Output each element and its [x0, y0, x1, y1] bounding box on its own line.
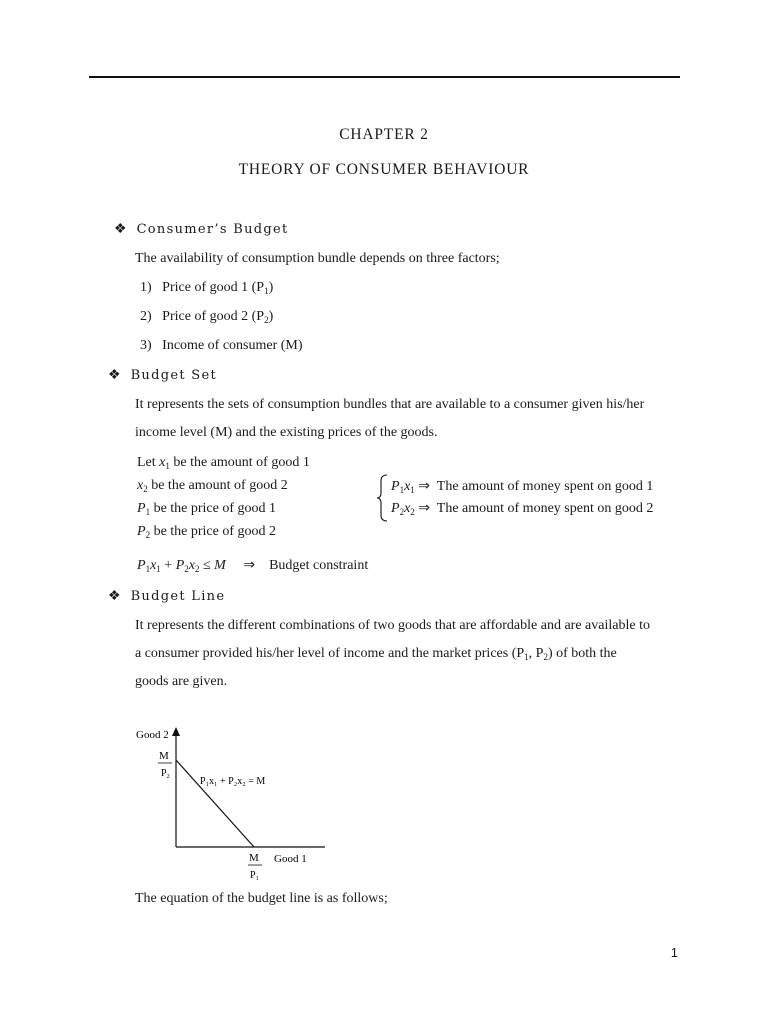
factor-list-item: 2) Price of good 2 $(P_2)$: [140, 309, 274, 325]
chapter-number: CHAPTER 2: [339, 126, 429, 143]
x-intercept-denominator: $P_1$: [250, 870, 259, 882]
diamond-bullet-icon: ❖: [108, 367, 121, 383]
budget-line-equation: P₁x₁ + P₂x₂ = M: [200, 776, 266, 787]
budget-line-graph: [130, 722, 330, 882]
factor-list-item: 1) Price of good 1 $(P_1)$: [140, 280, 274, 296]
section-heading-budget-set: ❖ Budget Set: [108, 367, 218, 383]
section-heading-budget: ❖ Consumer’s Budget: [114, 221, 289, 237]
chapter-title: THEORY OF CONSUMER BEHAVIOUR: [238, 161, 530, 178]
curly-brace-icon: [375, 473, 389, 523]
diamond-bullet-icon: ❖: [114, 221, 127, 237]
top-rule: [89, 76, 680, 78]
budget-set-text-line-2: income level (M) and the existing prices of the goods.: [135, 425, 438, 440]
budget-line-text-line-3: goods are given.: [135, 674, 228, 689]
x-axis-label: Good 1: [274, 853, 307, 865]
section-heading-budget-line: ❖ Budget Line: [108, 588, 226, 604]
spending-definition: $P_1x_1$ ⇒ The amount of money spent on good 1: [391, 479, 654, 495]
budget-set-text-line-1: It represents the sets of consumption bundles that are available to a consumer given his/her: [135, 397, 645, 412]
y-axis-label: Good 2: [136, 729, 169, 741]
spending-definition: $P_2x_2$ ⇒ The amount of money spent on good 2: [391, 501, 654, 517]
budget-line: [176, 760, 254, 847]
budget-intro: The availability of consumption bundle depends on three factors;: [135, 251, 500, 266]
budget-line-equation-intro: The equation of the budget line is as follows;: [135, 891, 388, 906]
y-intercept-numerator: M: [159, 750, 169, 762]
factor-list-item: 3) Income of consumer (M): [140, 338, 303, 353]
budget-line-text-line-2: a consumer provided his/her level of income and the market prices ($P_1$, $P_2$) of both the: [135, 646, 617, 662]
y-intercept-denominator: $P_2$: [161, 768, 170, 780]
budget-constraint-formula: $P_1x_1 + P_2x_2 \le M$ ⇒ Budget constraint: [137, 558, 369, 574]
variable-definition: $P_1$ be the price of good 1: [137, 501, 277, 517]
variable-definition: $x_2$ be the amount of good 2: [137, 478, 288, 494]
page-number: 1: [670, 945, 678, 960]
y-axis-arrow-icon: [172, 727, 180, 736]
variable-definition: $P_2$ be the price of good 2: [137, 524, 277, 540]
diamond-bullet-icon: ❖: [108, 588, 121, 604]
budget-line-text-line-1: It represents the different combinations of two goods that are affordable and are available to: [135, 618, 650, 633]
x-intercept-numerator: M: [249, 852, 259, 864]
variable-definition: Let $x_1$ be the amount of good 1: [137, 455, 310, 471]
